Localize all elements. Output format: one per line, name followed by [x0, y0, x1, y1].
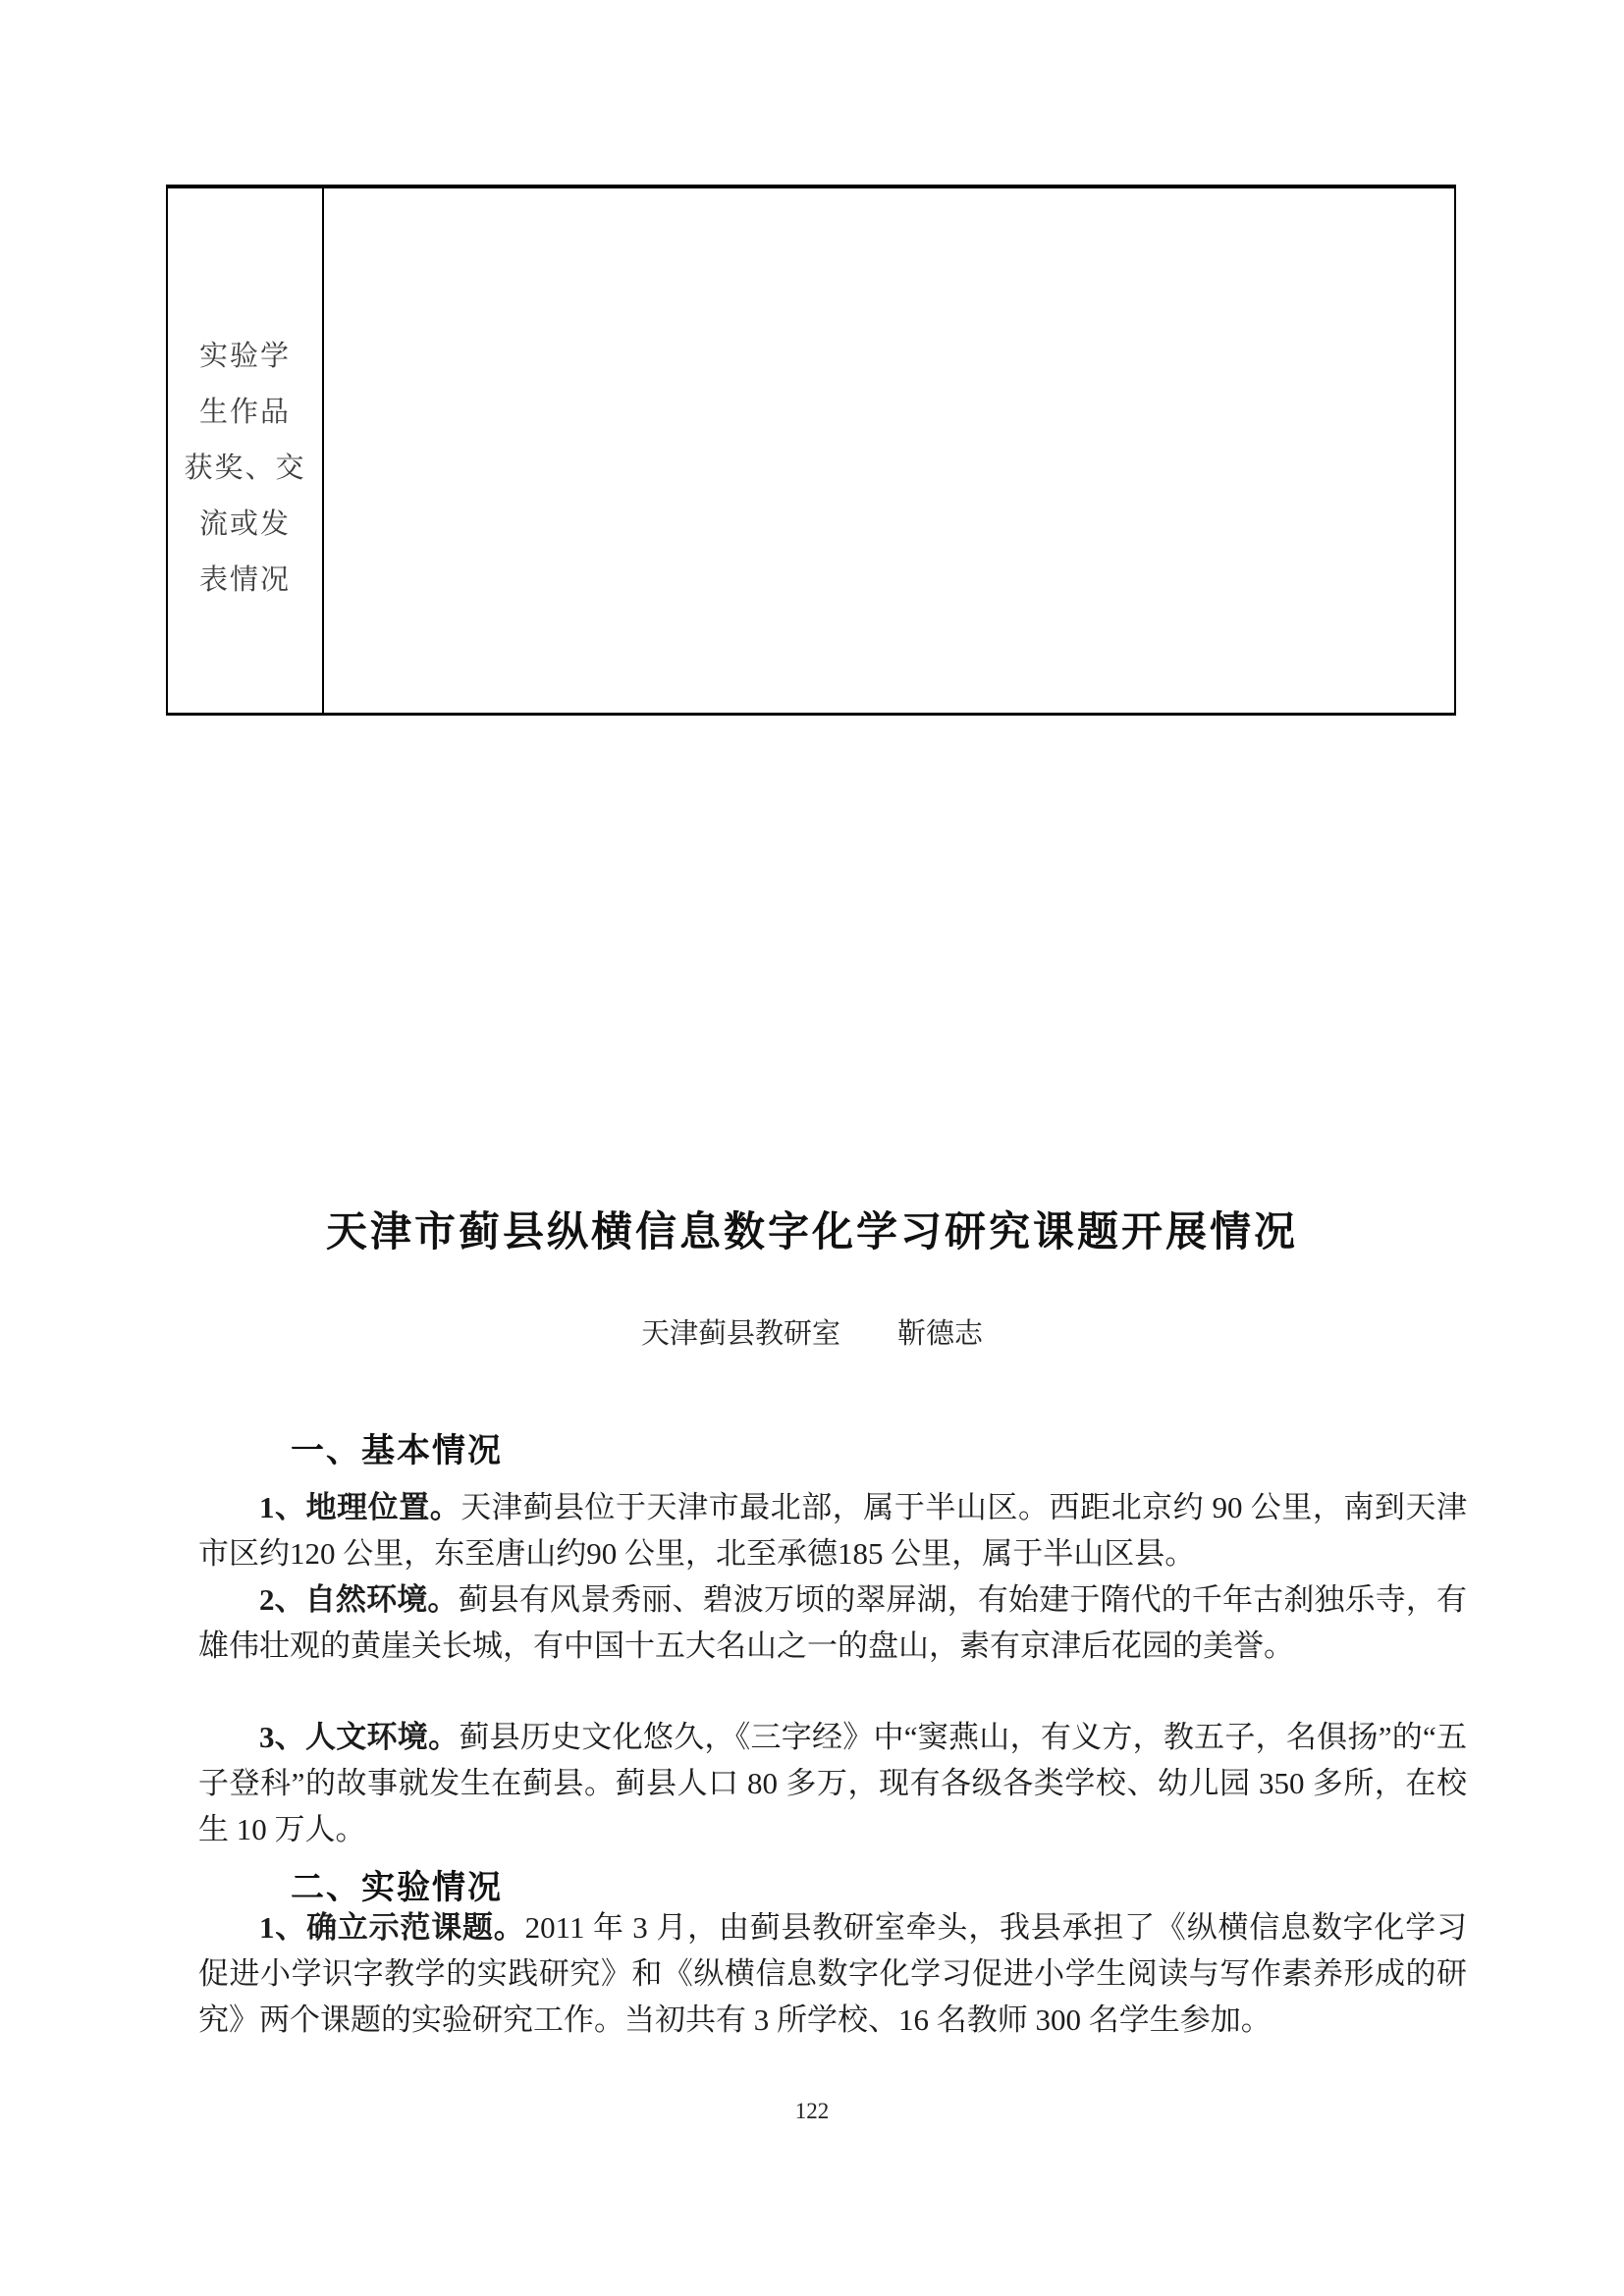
table-label-line: 生作品 [198, 396, 291, 428]
paragraph-lead: 1、确立示范课题。 [259, 1910, 525, 1945]
table-label-cell [168, 188, 324, 713]
doc-title: 天津市蓟县纵横信息数字化学习研究课题开展情况 [325, 1210, 1298, 1255]
paragraph-demonstration-topic [198, 1904, 1467, 2043]
paragraph-lead: 1、地理位置。 [259, 1490, 461, 1524]
table-label-line: 流或发 [198, 507, 291, 540]
paragraph-lead: 3、人文环境。 [259, 1720, 460, 1754]
paragraph-text: 蓟县历史文化悠久，《三字经》中“窦燕山，有义方，教五子，名俱扬”的“五子登科”的故事就发生在蓟县。蓟县人口 80 多万，现有各级各类学校、幼儿园 350 多所，在校生 10 万人。 [198, 1720, 1468, 1846]
paragraph-text: 2011 年 3 月，由蓟县教研室牵头，我县承担了《纵横信息数字化学习促进小学识字教学的实践研究》和《纵横信息数字化学习促进小学生阅读与写作素养形成的研究》两个课题的实验研究工作。当初共有 3 所学校、16 名教师 300 名学生参加。 [198, 1910, 1468, 2037]
paragraph-natural-environment [198, 1576, 1467, 1669]
paragraph-lead: 2、自然环境。 [259, 1582, 459, 1617]
paragraph-geography [198, 1484, 1467, 1576]
paragraph-text: 天津蓟县位于天津市最北部，属于半山区。西距北京约 90 公里，南到天津市区约120 公里，东至唐山约90 公里，北至承德185 公里，属于半山区县。 [198, 1490, 1468, 1571]
doc-byline: 天津蓟县教研室 靳德志 [640, 1318, 983, 1350]
paragraph-text: 蓟县有风景秀丽、碧波万顷的翠屏湖，有始建于隋代的千年古刹独乐寺，有雄伟壮观的黄崖关长城，有中国十五大名山之一的盘山，素有京津后花园的美誉。 [198, 1582, 1468, 1663]
page-number: 122 [794, 2099, 830, 2123]
paragraph-cultural-environment [198, 1714, 1467, 1852]
table-label-line: 获奖、交 [184, 452, 306, 484]
table-content-cell [324, 188, 1454, 713]
table-label-line: 表情况 [198, 563, 291, 596]
section-heading-basic-info: 一、基本情况 [291, 1433, 503, 1469]
award-status-table [166, 185, 1456, 716]
table-label-line: 实验学 [198, 340, 291, 372]
section-heading-experiment-info: 二、实验情况 [291, 1870, 503, 1906]
